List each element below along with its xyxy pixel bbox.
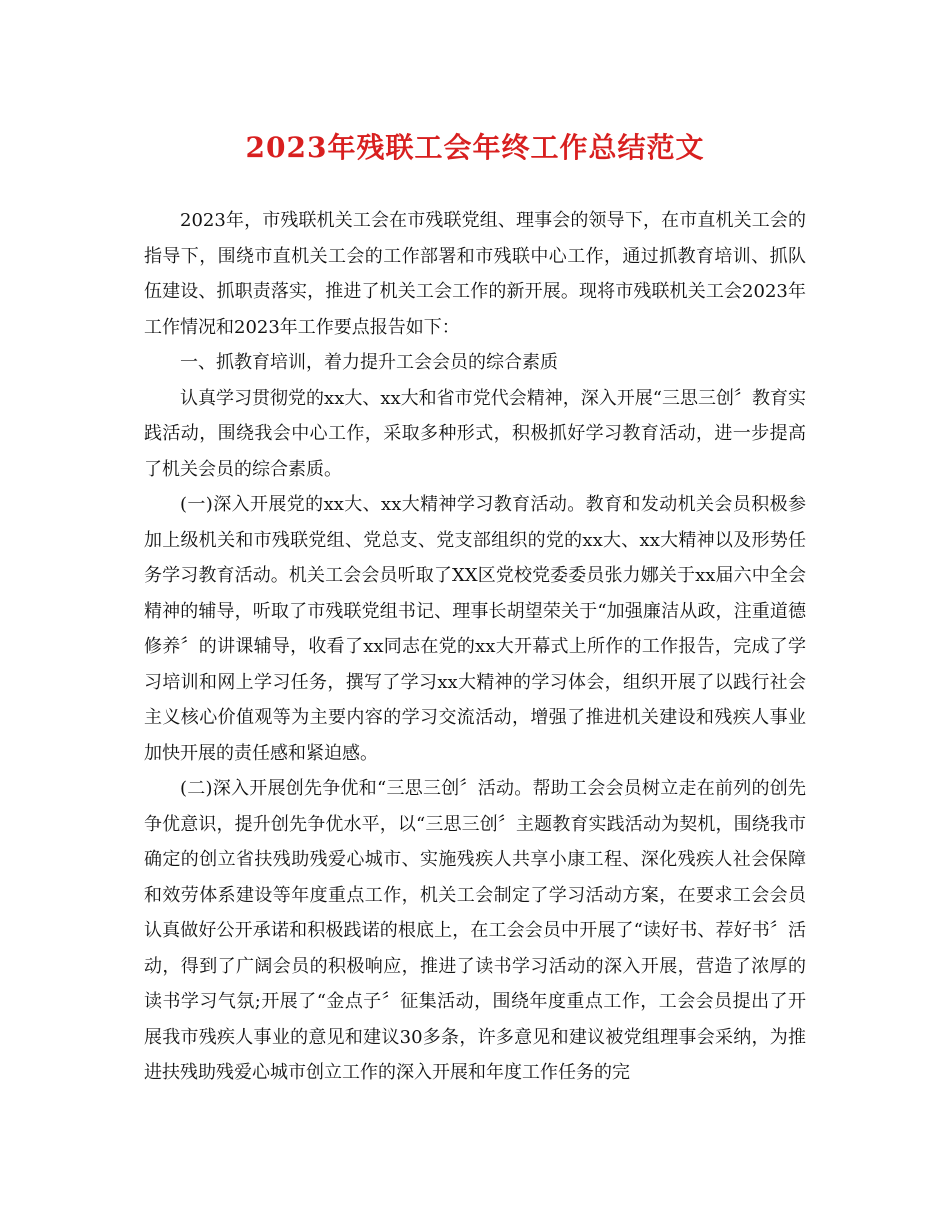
paragraph-section-1-summary: 认真学习贯彻党的xx大、xx大和省市党代会精神，深入开展“三思三创〞教育实践活动，围绕我会中心工作，采取多种形式，积极抓好学习教育活动，进一步提高了机关会员的综合素质。 — [144, 387, 806, 480]
document-body — [144, 203, 806, 1091]
paragraph-item-2: (二)深入开展创先争优和“三思三创〞活动。帮助工会会员树立走在前列的创先争优意识，提升创先争优水平，以“三思三创〞主题教育实践活动为契机，围绕我市确定的创立省扶残助残爱心城市、实施残疾人共享小康工程、深化残疾人社会保障和效劳体系建设等年度重点工作，机关工会制定了学习活动方案，在要求工会会员认真做好公开承诺和积极践诺的根底上，在工会会员中开展了“读好书、荐好书〞活动，得到了广阔会员的积极响应，推进了读书学习活动的深入开展，营造了浓厚的读书学习气氛;开展了“金点子〞征集活动，围绕年度重点工作，工会会员提出了开展我市残疾人事业的意见和建议30多条，许多意见和建议被党组理事会采纳，为推进扶残助残爱心城市创立工作的深入开展和年度工作任务的完 — [144, 778, 806, 1083]
paragraph-item-1: (一)深入开展党的xx大、xx大精神学习教育活动。教育和发动机关会员积极参加上级机关和市残联党组、党总支、党支部组织的党的xx大、xx大精神以及形势任务学习教育活动。机关工会会员听取了XX区党校党委委员张力娜关于xx届六中全会精神的辅导，听取了市残联党组书记、理事长胡望荣关于“加强廉洁从政，注重道德修养〞的讲课辅导，收看了xx同志在党的xx大开幕式上所作的工作报告，完成了学习培训和网上学习任务，撰写了学习xx大精神的学习体会，组织开展了以践行社会主义核心价值观等为主要内容的学习交流活动，增强了推进机关建设和残疾人事业加快开展的责任感和紧迫感。 — [144, 494, 806, 764]
paragraph-intro: 2023年，市残联机关工会在市残联党组、理事会的领导下，在市直机关工会的指导下，围绕市直机关工会的工作部署和市残联中心工作，通过抓教育培训、抓队伍建设、抓职责落实，推进了机关工会工作的新开展。现将市残联机关工会2023年工作情况和2023年工作要点报告如下： — [144, 210, 806, 338]
section-heading-1: 一、抓教育培训，着力提升工会会员的综合素质 — [180, 352, 558, 373]
document-title: 2023年残联工会年终工作总结范文 — [245, 131, 705, 164]
